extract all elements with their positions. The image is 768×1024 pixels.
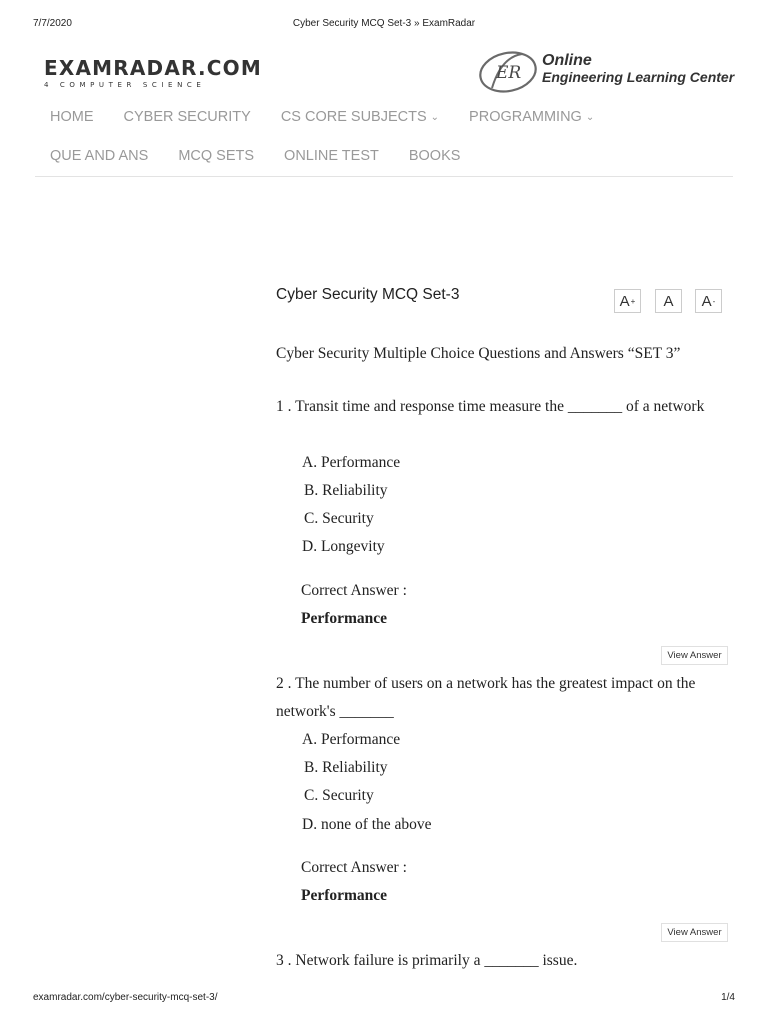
main-nav — [35, 100, 733, 177]
question-1-view-answer-button[interactable]: View Answer — [661, 646, 728, 665]
question-1-text: 1 . Transit time and response time measure the _______ of a network — [276, 398, 705, 415]
question-1-option-a[interactable]: A. Performance — [302, 454, 401, 471]
print-title: Cyber Security MCQ Set-3 » ExamRadar — [292, 18, 476, 29]
er-logo-mark: ER — [496, 63, 522, 83]
page-title: Cyber Security MCQ Set-3 — [276, 286, 460, 303]
font-decrease-button[interactable]: A - — [695, 289, 722, 313]
question-2-view-answer-button[interactable]: View Answer — [661, 923, 728, 942]
nav-item-cs-core-subjects[interactable]: CS CORE SUBJECTS ⌄ — [280, 109, 440, 125]
question-1-option-d[interactable]: D. Longevity — [302, 538, 385, 555]
nav-item-home[interactable]: HOME — [50, 109, 94, 125]
question-1-option-b[interactable]: B. Reliability — [304, 482, 388, 499]
question-1-answer-label: Correct Answer : — [301, 582, 407, 599]
question-1-option-c[interactable]: C. Security — [304, 510, 374, 527]
question-2-text: 2 . The number of users on a network has the greatest impact on the network's _______ — [276, 675, 696, 720]
print-date: 7/7/2020 — [33, 18, 72, 29]
er-logo-mark-icon — [478, 48, 540, 96]
print-footer — [33, 992, 735, 1006]
site-logo-name: EXAMRADAR.COM — [44, 56, 262, 80]
chevron-down-icon: ⌄ — [585, 111, 595, 123]
question-1-answer: Performance — [301, 610, 388, 627]
print-page-number: 1/4 — [721, 992, 735, 1003]
er-logo[interactable] — [478, 48, 738, 96]
font-increase-button[interactable]: A + — [614, 289, 641, 313]
nav-item-online-test[interactable]: ONLINE TEST — [284, 148, 379, 164]
nav-row-1 — [35, 100, 609, 134]
print-header — [33, 18, 735, 32]
er-logo-line2: Engineering Learning Center — [542, 69, 735, 85]
question-3-text: 3 . Network failure is primarily a _______ issue. — [276, 952, 578, 969]
nav-item-mcq-sets[interactable]: MCQ SETS — [178, 148, 255, 164]
question-2-option-c[interactable]: C. Security — [304, 787, 374, 804]
question-2-answer: Performance — [301, 887, 388, 904]
nav-item-programming[interactable]: PROGRAMMING ⌄ — [469, 109, 595, 125]
nav-row-2 — [35, 139, 475, 173]
site-logo[interactable] — [44, 56, 262, 89]
chevron-down-icon: ⌄ — [430, 111, 440, 123]
question-2-option-b[interactable]: B. Reliability — [304, 759, 388, 776]
er-logo-line1: Online — [542, 52, 592, 69]
intro-text: Cyber Security Multiple Choice Questions and Answers “SET 3” — [276, 345, 681, 362]
nav-item-que-and-ans[interactable]: QUE AND ANS — [50, 148, 149, 164]
print-url: examradar.com/cyber-security-mcq-set-3/ — [33, 992, 218, 1003]
question-2-option-d[interactable]: D. none of the above — [302, 816, 432, 833]
font-normal-button[interactable]: A — [655, 289, 682, 313]
nav-item-cyber-security[interactable]: CYBER SECURITY — [123, 109, 251, 125]
question-2-answer-label: Correct Answer : — [301, 859, 407, 876]
nav-item-books[interactable]: BOOKS — [408, 148, 461, 164]
question-2-option-a[interactable]: A. Performance — [302, 731, 401, 748]
site-logo-tagline: 4 COMPUTER SCIENCE — [44, 81, 206, 89]
